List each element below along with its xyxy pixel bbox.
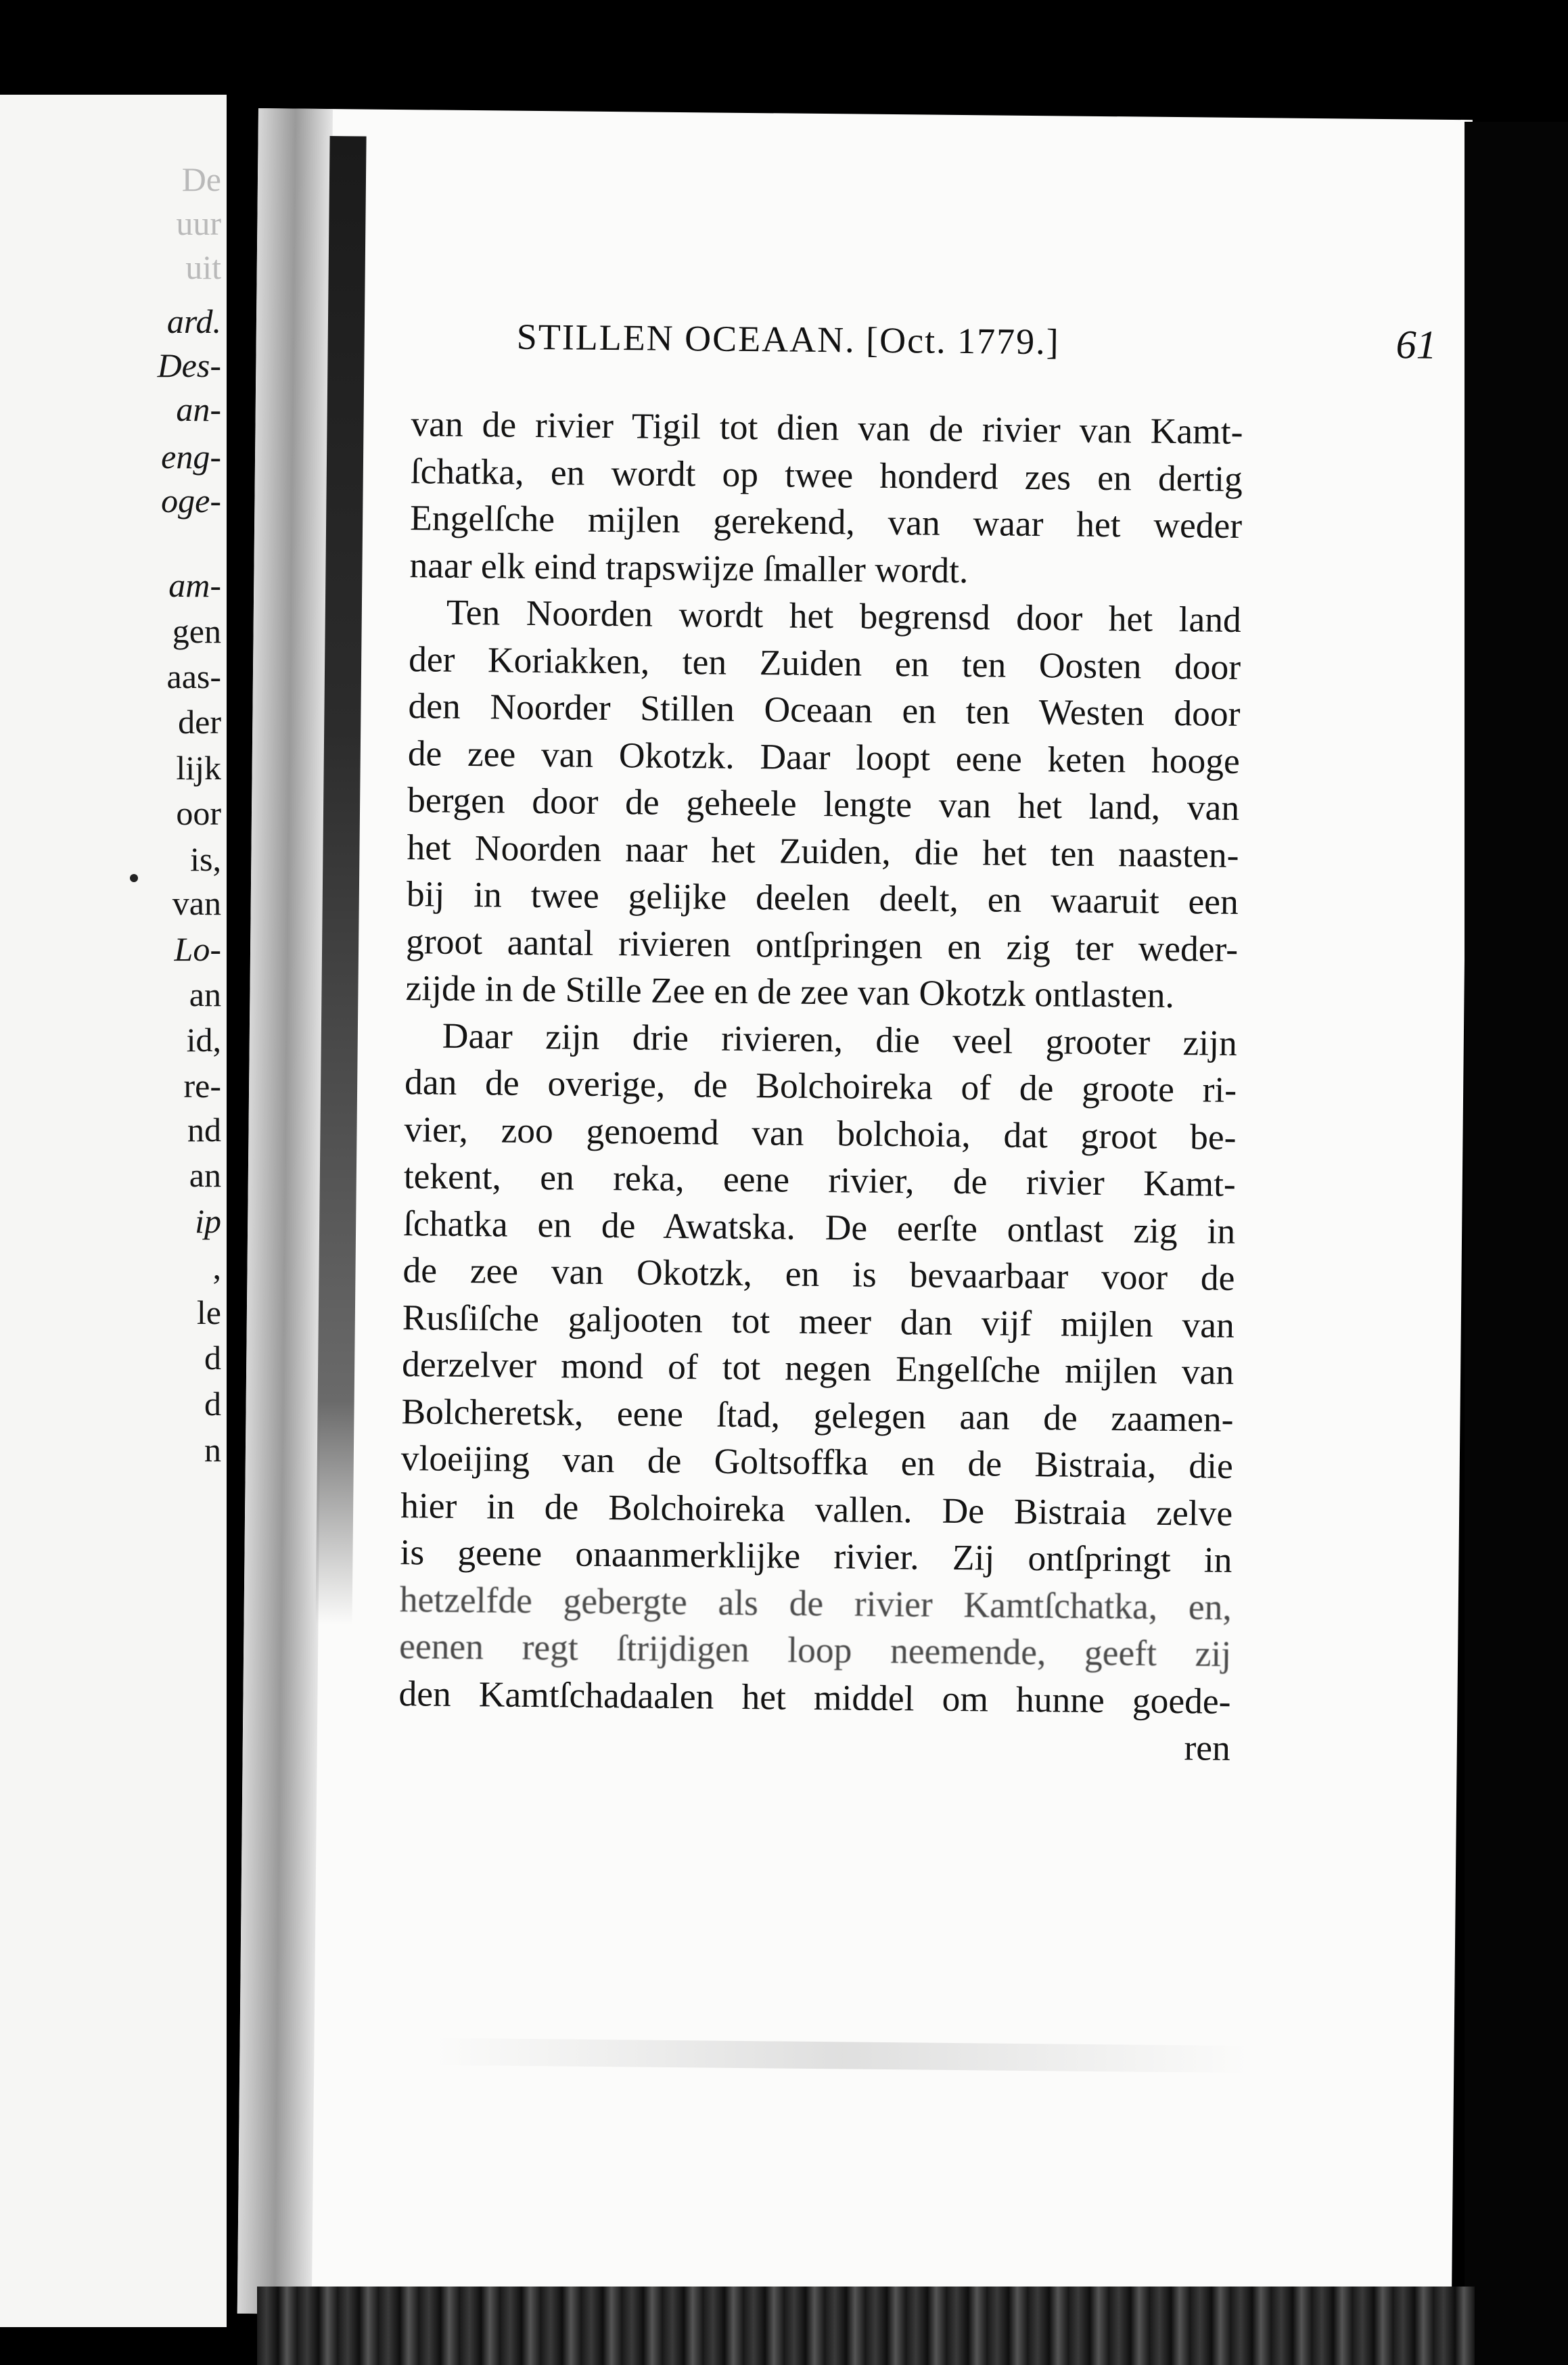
facing-page-line: oge- (161, 482, 221, 520)
page-number: 61 (1396, 322, 1437, 367)
body-text (398, 400, 1243, 1772)
text-line: het Noorden naar het Zuiden, die het ten naasten- (407, 826, 1239, 875)
text-line: den Kamtſchadaalen het middel om hunne goede- (398, 1672, 1231, 1722)
facing-page-line: n (204, 1431, 221, 1469)
running-title: STILLEN OCEAAN. [Oct. 1779.] (516, 316, 1060, 363)
text-line: is geene onaanmerklijke rivier. Zij ontſpringt in (400, 1532, 1232, 1580)
facing-page-line: aas- (166, 658, 221, 695)
facing-page-line: ip (195, 1202, 221, 1240)
scan-border-right (1465, 122, 1568, 2365)
text-line: derzelver mond of tot negen Engelſche mijlen van (401, 1344, 1235, 1392)
facing-page-line: d (204, 1339, 221, 1377)
text-line: bij in twee gelijke deelen deelt, en waaruit een (406, 873, 1239, 922)
facing-page-line: , (212, 1248, 221, 1286)
text-line: bergen door de geheele lengte van het land, van (407, 779, 1240, 828)
page-header (516, 316, 1437, 379)
scan-border-bottom (257, 2287, 1475, 2365)
facing-page-line: ard. (166, 302, 221, 340)
text-line: Bolcheretsk, eene ſtad, gelegen aan de zaamen- (401, 1390, 1234, 1440)
facing-page-line: van (172, 884, 221, 922)
text-line: de zee van Okotzk, en is bevaarbaar voor de (402, 1249, 1235, 1298)
text-line: den Noorder Stillen Oceaan en ten Westen door (408, 685, 1241, 734)
text-line: vloeijing van de Goltsoffka en de Bistraia, die (400, 1438, 1234, 1486)
text-line: zijde in de Stille Zee en de zee van Okotzk ontlasten. (405, 967, 1175, 1016)
facing-page-line: oor (176, 794, 221, 832)
facing-page-line: uur (176, 204, 221, 242)
facing-page-line: re- (183, 1067, 221, 1105)
facing-page-line: Des- (157, 346, 221, 384)
text-line: van de rivier Tigil tot dien van de rivier van Kamt- (411, 403, 1243, 452)
facing-page-line: nd (187, 1111, 221, 1149)
text-line: dan de overige, de Bolchoireka of de groote ri- (404, 1061, 1237, 1110)
gutter-shadow (237, 108, 333, 2314)
facing-page-line: le (196, 1293, 221, 1331)
book-page (237, 108, 1473, 2325)
text-line: eenen regt ſtrijdigen loop neemende, geeft zij (398, 1626, 1232, 1674)
facing-page-line: eng- (161, 438, 221, 476)
facing-page-line: an (189, 975, 221, 1013)
facing-page-line: an (189, 1156, 221, 1194)
text-line: der Koriakken, ten Zuiden en ten Oosten door (408, 638, 1241, 687)
text-line: hetzelfde gebergte als de rivier Kamtſchatka, en, (399, 1578, 1232, 1628)
text-line: Daar zijn drie rivieren, die veel grooter zijn (442, 1015, 1238, 1063)
text-line: tekent, en reka, eene rivier, de rivier Kamt- (403, 1155, 1237, 1204)
facing-page-line: is, (190, 840, 221, 878)
text-line: hier in de Bolchoireka vallen. De Bistraia zelve (400, 1484, 1233, 1534)
text-line: Ten Noorden wordt het begrensd door het land (446, 591, 1242, 640)
catchword: ren (1184, 1727, 1231, 1768)
facing-page-line: uit (185, 248, 221, 286)
text-line: Engelſche mijlen gerekend, van waar het weder (409, 497, 1243, 546)
facing-page-line: Lo- (174, 930, 221, 968)
faint-show-through (436, 2038, 1247, 2073)
ink-speck (130, 874, 138, 882)
text-line: naar elk eind trapswijze ſmaller wordt. (409, 544, 969, 591)
text-line: de zee van Okotzk. Daar loopt eene keten hooge (407, 732, 1241, 781)
text-line: Rusſiſche galjooten tot meer dan vijf mijlen van (402, 1296, 1235, 1346)
facing-page-line: id, (186, 1021, 221, 1059)
text-line: groot aantal rivieren ontſpringen en zig ter weder- (405, 920, 1239, 969)
facing-page-line: De (181, 160, 221, 198)
facing-page-line: der (178, 703, 221, 741)
facing-page-line: an- (176, 390, 221, 428)
facing-page-fragment (0, 95, 227, 2327)
text-line: ſchatka en de Awatska. De eerſte ontlast zig in (402, 1202, 1236, 1252)
facing-page-line: gen (172, 612, 221, 650)
facing-page-line: am- (168, 566, 221, 604)
facing-page-line: d (204, 1385, 221, 1423)
text-line: ſchatka, en wordt op twee honderd zes en dertig (410, 450, 1243, 499)
facing-page-line: lijk (176, 749, 221, 787)
text-line: vier, zoo genoemd van bolchoia, dat groot be- (404, 1108, 1237, 1157)
